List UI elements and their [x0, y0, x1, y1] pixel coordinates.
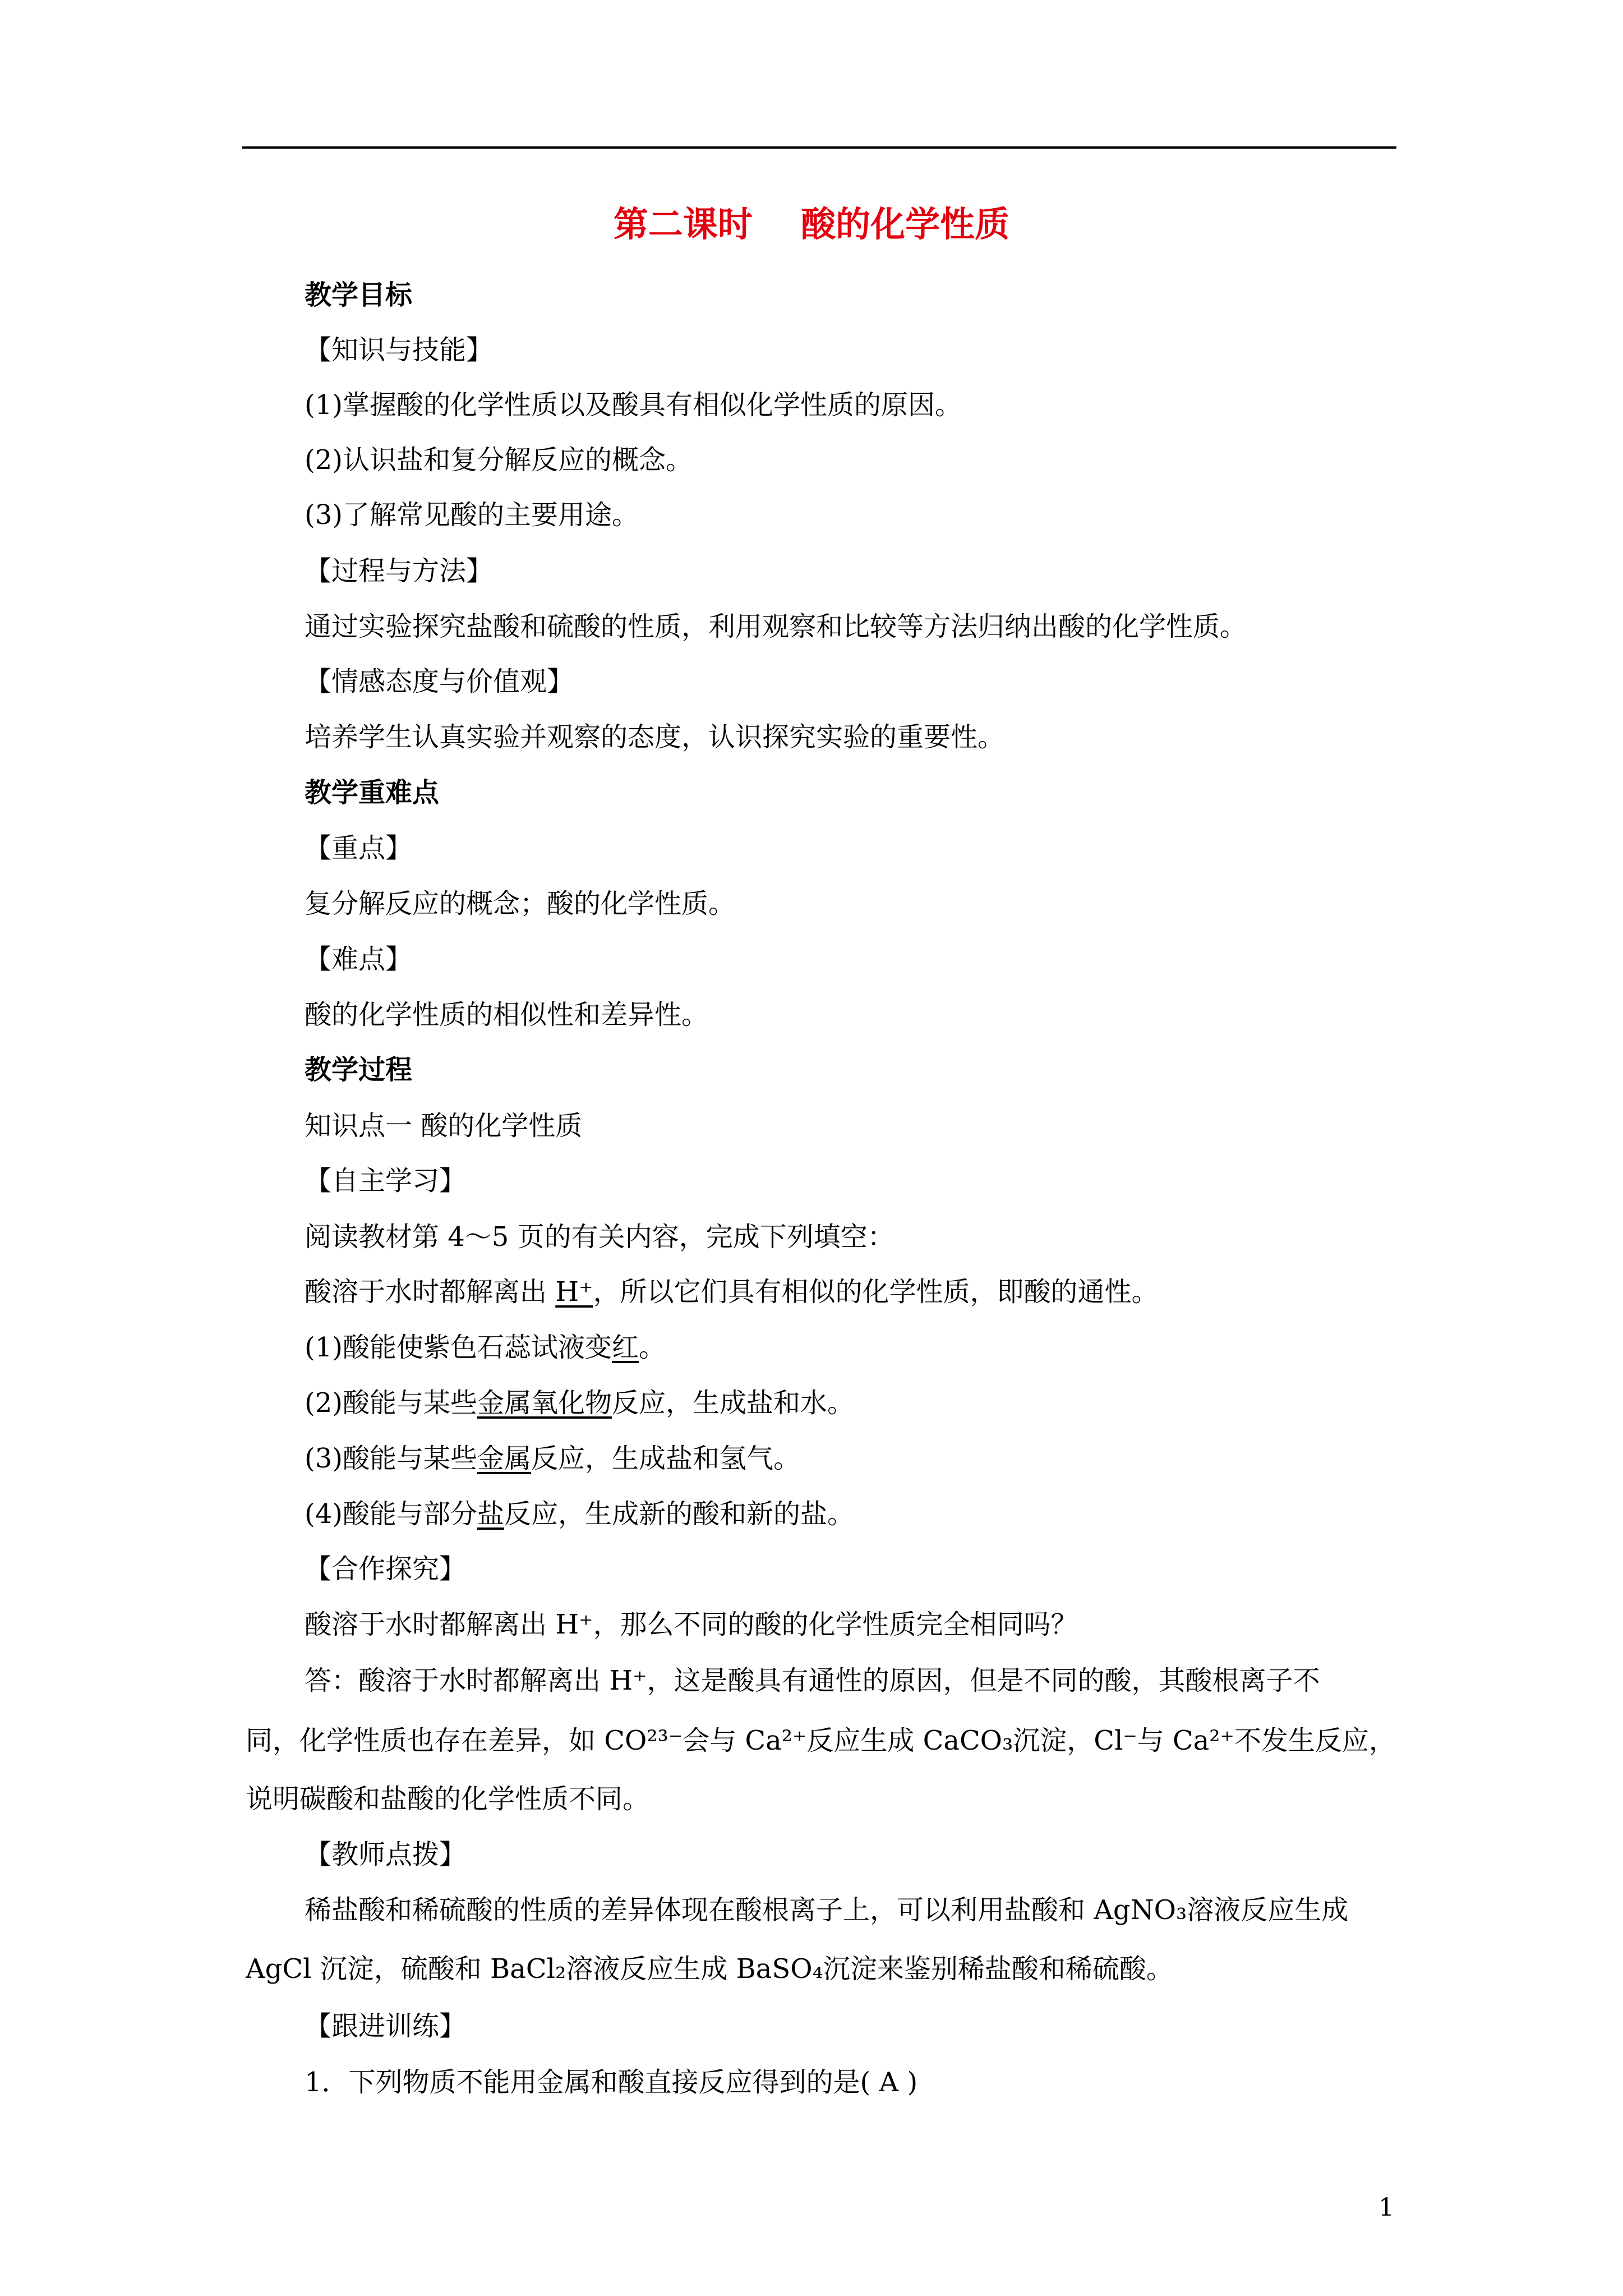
- text: ，所以它们具有相似的化学性质，即酸的通性。: [593, 1276, 1159, 1308]
- emotion-values-text: 培养学生认真实验并观察的态度，认识探究实验的重要性。: [305, 721, 1005, 753]
- cooperative-answer-line-3: 说明碳酸和盐酸的化学性质不同。: [246, 1783, 650, 1815]
- self-study-line: [305, 1274, 1158, 1310]
- text: 。: [639, 1332, 666, 1363]
- practice-question-1: 1．下列物质不能用金属和酸直接反应得到的是( A ): [305, 2067, 918, 2098]
- fill-blank-answer: H⁺: [555, 1276, 593, 1308]
- teacher-tips-label: 【教师点拨】: [305, 1839, 467, 1870]
- cooperative-answer-line-2: 同，化学性质也存在差异，如 CO²³⁻会与 Ca²⁺反应生成 CaCO₃沉淀，Cl⁻与 Ca²⁺不发生反应，: [246, 1725, 1396, 1756]
- teacher-tips-line-1: 稀盐酸和稀硫酸的性质的差异体现在酸根离子上，可以利用盐酸和 AgNO₃溶液反应生成: [305, 1894, 1349, 1926]
- page-number: 1: [1378, 2193, 1394, 2222]
- text: (3)酸能与某些: [305, 1443, 477, 1474]
- header-rule: [242, 146, 1396, 149]
- text: 反应，生成盐和水。: [612, 1387, 855, 1419]
- difficulty-label: 【难点】: [305, 944, 413, 975]
- text: (4)酸能与部分: [305, 1498, 477, 1530]
- knowledge-item-2: (2)认识盐和复分解反应的概念。: [305, 444, 693, 476]
- fill-blank-answer: 盐: [477, 1498, 505, 1530]
- process-method-label: 【过程与方法】: [305, 555, 494, 587]
- knowledge-skills-label: 【知识与技能】: [305, 334, 494, 366]
- self-study-item-1: [305, 1329, 666, 1365]
- text: 反应，生成盐和氢气。: [531, 1443, 801, 1474]
- focus-label: 【重点】: [305, 832, 413, 864]
- fill-blank-answer: 金属: [477, 1443, 532, 1474]
- cooperative-inquiry-label: 【合作探究】: [305, 1553, 467, 1585]
- self-study-item-2: [305, 1385, 854, 1421]
- fill-blank-answer: 红: [612, 1332, 639, 1363]
- self-study-intro: 阅读教材第 4～5 页的有关内容，完成下列填空：: [305, 1221, 895, 1253]
- teaching-process-heading: 教学过程: [305, 1054, 413, 1085]
- emotion-values-label: 【情感态度与价值观】: [305, 666, 574, 697]
- text: (1)酸能使紫色石蕊试液变: [305, 1332, 612, 1363]
- fill-blank-answer: 金属氧化物: [477, 1387, 612, 1419]
- cooperative-question: 酸溶于水时都解离出 H⁺，那么不同的酸的化学性质完全相同吗？: [305, 1609, 1078, 1640]
- knowledge-item-3: (3)了解常见酸的主要用途。: [305, 499, 639, 531]
- teaching-goals-heading: 教学目标: [305, 279, 413, 311]
- difficulty-text: 酸的化学性质的相似性和差异性。: [305, 999, 709, 1030]
- practice-label: 【跟进训练】: [305, 2010, 467, 2042]
- key-points-heading: 教学重难点: [305, 777, 440, 808]
- teacher-tips-line-2: AgCl 沉淀，硫酸和 BaCl₂溶液反应生成 BaSO₄沉淀来鉴别稀盐酸和稀硫酸。: [246, 1953, 1173, 1985]
- self-study-item-4: [305, 1496, 854, 1532]
- self-study-item-3: [305, 1441, 800, 1476]
- cooperative-answer-line-1: 答：酸溶于水时都解离出 H⁺，这是酸具有通性的原因，但是不同的酸，其酸根离子不: [305, 1665, 1320, 1696]
- self-study-label: 【自主学习】: [305, 1165, 467, 1197]
- process-method-text: 通过实验探究盐酸和硫酸的性质，利用观察和比较等方法归纳出酸的化学性质。: [305, 611, 1247, 642]
- knowledge-point-title: 知识点一 酸的化学性质: [305, 1110, 583, 1142]
- page-title: 第二课时 酸的化学性质: [613, 204, 1010, 245]
- focus-text: 复分解反应的概念；酸的化学性质。: [305, 888, 736, 919]
- text: 酸溶于水时都解离出: [305, 1276, 556, 1308]
- knowledge-item-1: (1)掌握酸的化学性质以及酸具有相似化学性质的原因。: [305, 389, 962, 421]
- text: 反应，生成新的酸和新的盐。: [504, 1498, 855, 1530]
- text: (2)酸能与某些: [305, 1387, 477, 1419]
